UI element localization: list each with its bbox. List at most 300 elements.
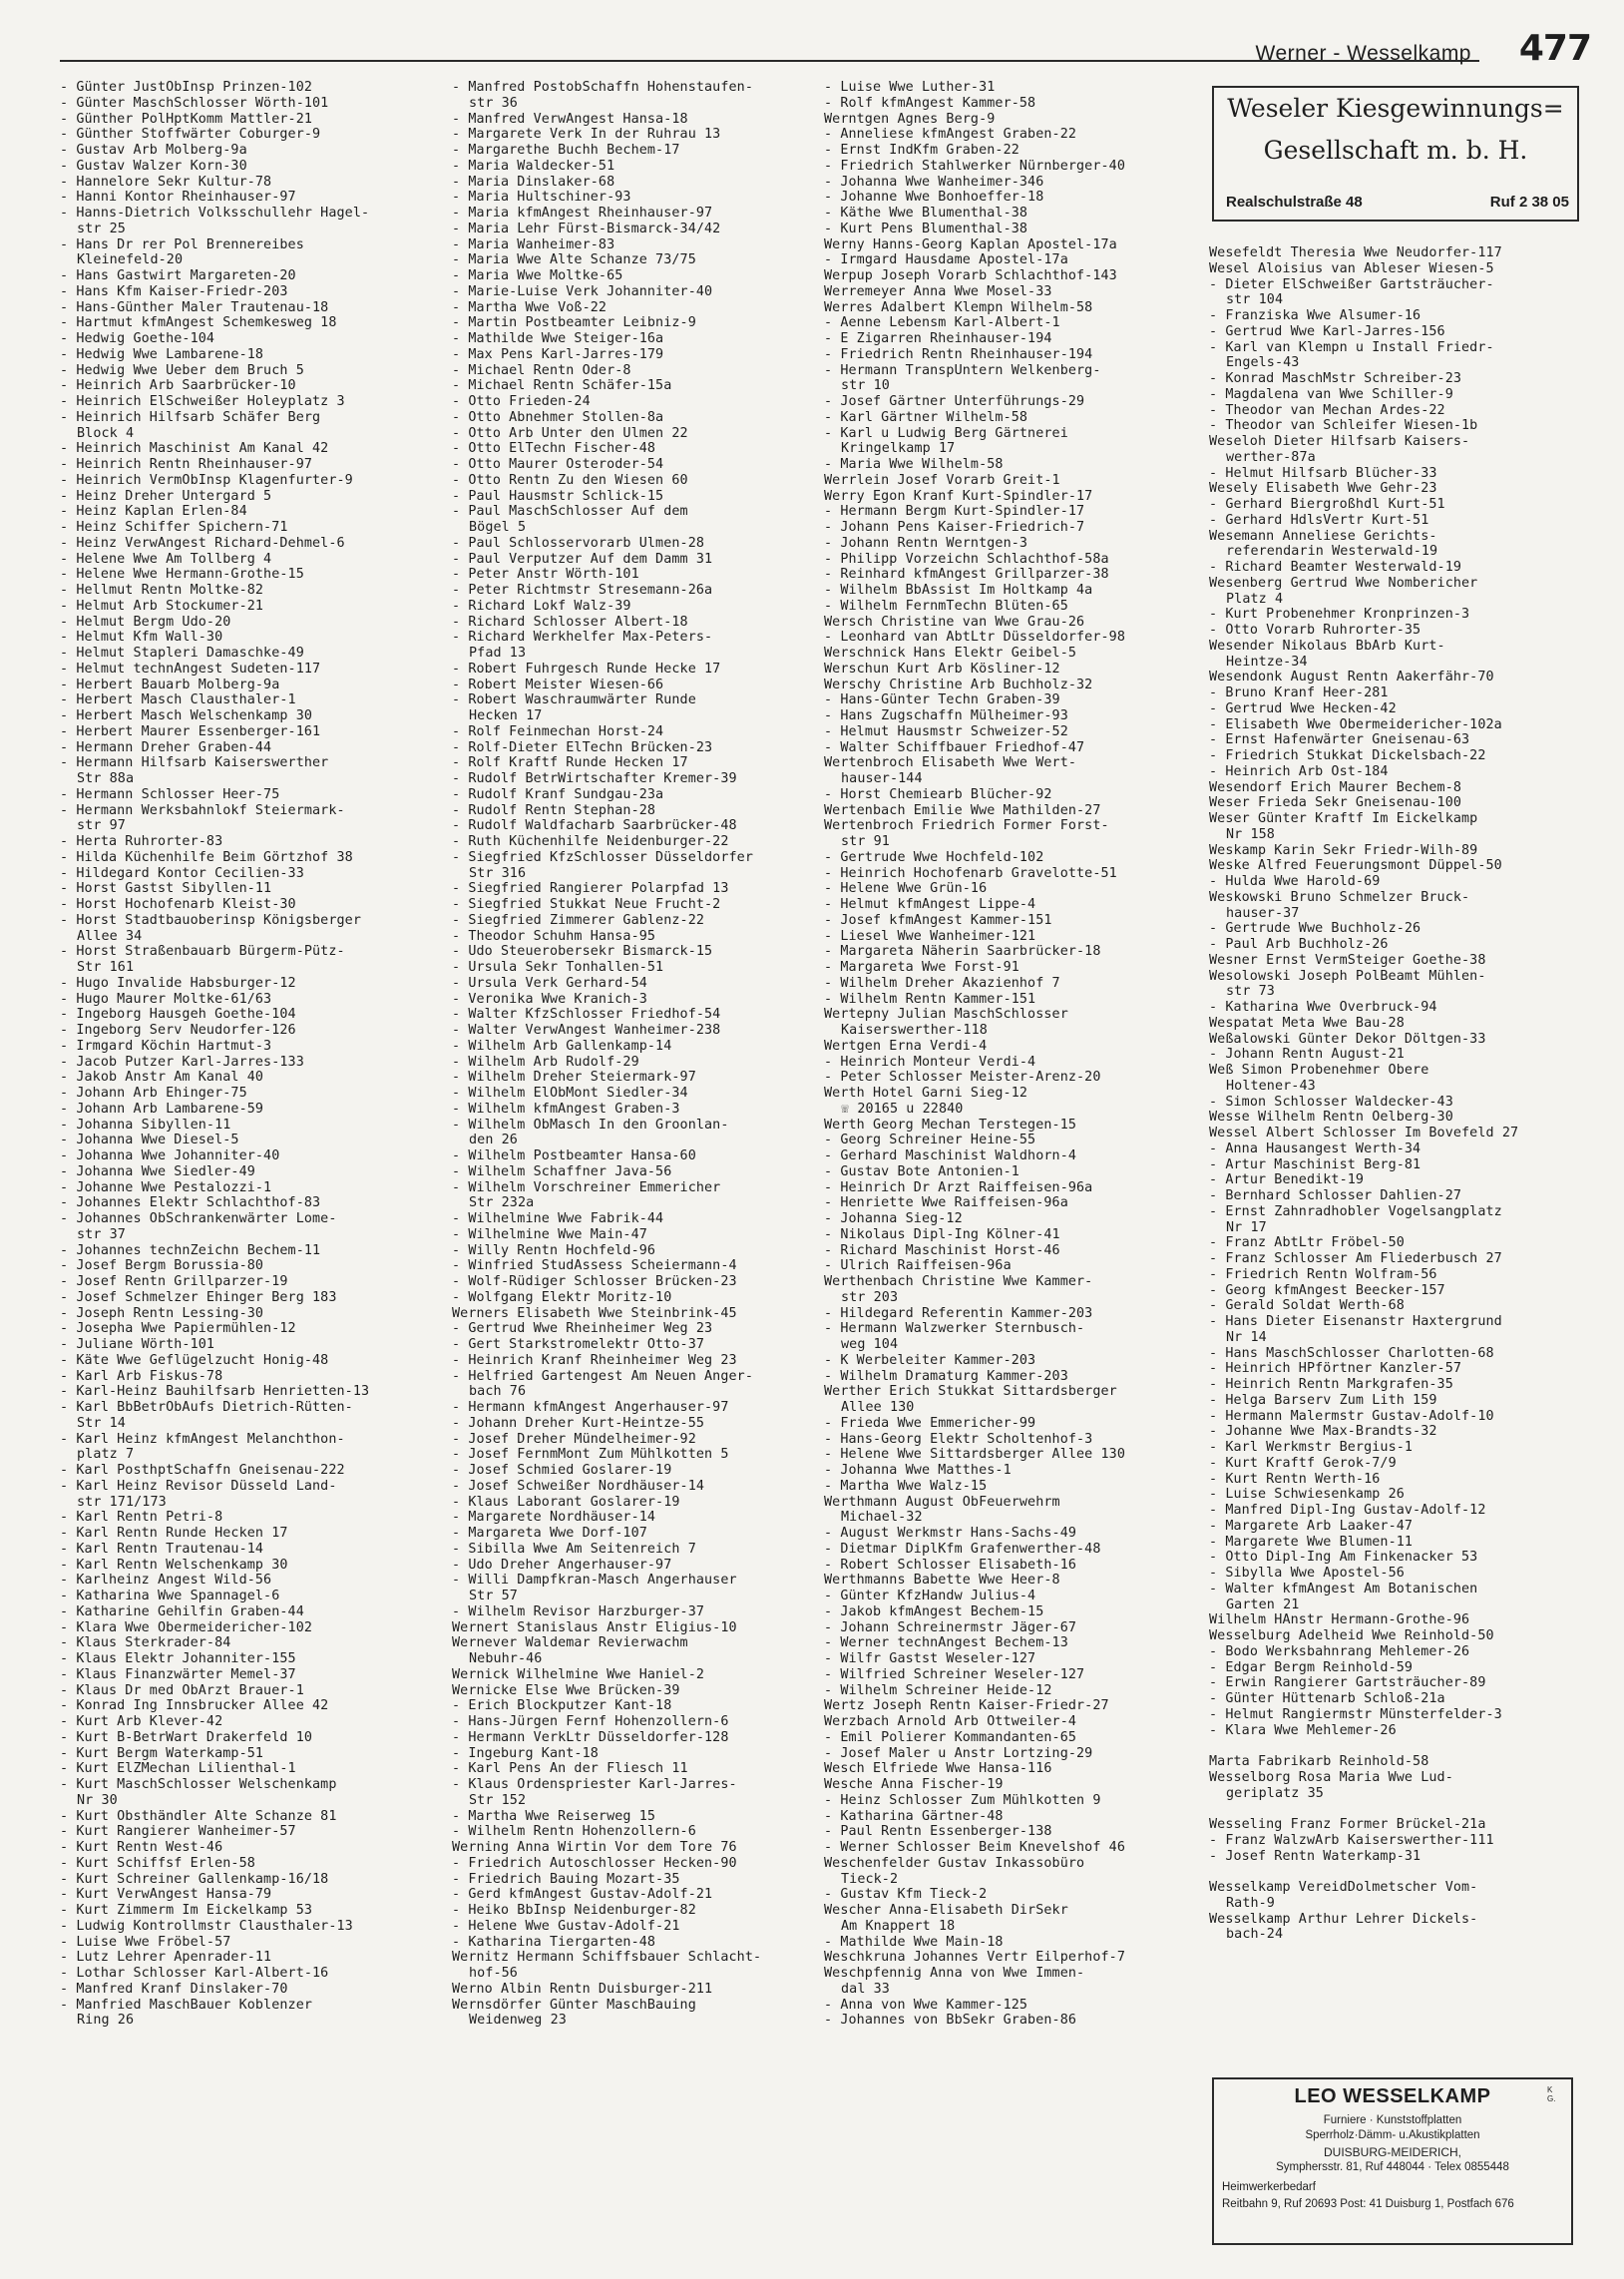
- directory-entry: - Heinrich Dr Arzt Raiffeisen-96a: [824, 1180, 1185, 1196]
- directory-entry: - Leonhard van AbtLtr Düsseldorfer-98: [824, 630, 1185, 646]
- directory-entry: - Franz WalzwArb Kaiserswerther-111: [1209, 1833, 1583, 1849]
- directory-entry: - Hulda Wwe Harold-69: [1209, 874, 1583, 890]
- directory-entry: - Günther PolHptKomm Mattler-21: [60, 112, 414, 128]
- directory-entry: - Johann Arb Ehinger-75: [60, 1086, 414, 1102]
- directory-entry: - Johanna Sieg-12: [824, 1211, 1185, 1227]
- directory-entry: - Heinrich Rentn Markgrafen-35: [1209, 1377, 1583, 1393]
- directory-entry: - Max Pens Karl-Jarres-179: [452, 347, 803, 363]
- directory-entry: - Artur Maschinist Berg-81: [1209, 1157, 1583, 1173]
- directory-entry: - Hermann Dreher Graben-44: [60, 740, 414, 756]
- directory-head-entry: Werther Erich Stukkat Sittardsberger: [824, 1384, 1117, 1400]
- directory-entry: - Peter Schlosser Meister-Arenz-20: [824, 1070, 1185, 1086]
- directory-entry: - Wilhelm Dramaturg Kammer-203: [824, 1369, 1185, 1385]
- directory-entry: - Wilhelm ObMasch In den Groonlan-: [452, 1118, 803, 1134]
- header-name-range: Werner - Wesselkamp: [1255, 42, 1471, 65]
- directory-entry: - Kurt ElZMechan Lilienthal-1: [60, 1761, 414, 1777]
- directory-entry: - Hilda Küchenhilfe Beim Görtzhof 38: [60, 850, 414, 866]
- directory-entry: - Herta Ruhrorter-83: [60, 834, 414, 850]
- directory-entry: - Hermann Werksbahnlokf Steiermark-: [60, 803, 414, 819]
- directory-entry-continuation: Nr 30: [77, 1792, 118, 1808]
- directory-entry: - Walter kfmAngest Am Botanischen: [1209, 1582, 1583, 1597]
- directory-entry: - Bodo Werksbahnrang Mehlemer-26: [1209, 1644, 1583, 1660]
- directory-head-entry: Wescher Anna-Elisabeth DirSekr: [824, 1903, 1068, 1918]
- directory-entry: - Manfred Kranf Dinslaker-70: [60, 1982, 414, 1998]
- advert-company-line1: Weseler Kiesgewinnungs=: [1227, 94, 1564, 123]
- directory-entry: - Hans MaschSchlosser Charlotten-68: [1209, 1346, 1583, 1362]
- directory-entry: - Anna von Wwe Kammer-125: [824, 1998, 1185, 2014]
- directory-entry: - Philipp Vorzeichn Schlachthof-58a: [824, 552, 1185, 568]
- directory-entry: - Kurt Rentn West-46: [60, 1840, 414, 1856]
- directory-entry: - Michael Rentn Oder-8: [452, 363, 803, 379]
- directory-entry: - Friedrich Rentn Rheinhauser-194: [824, 347, 1185, 363]
- directory-entry: - Johann Pens Kaiser-Friedrich-7: [824, 520, 1185, 536]
- directory-head-entry: Wesselborg Rosa Maria Wwe Lud-: [1209, 1769, 1453, 1785]
- directory-entry: - Horst Straßenbauarb Bürgerm-Pütz-: [60, 944, 414, 960]
- directory-entry: - Irmgard Köchin Hartmut-3: [60, 1039, 414, 1055]
- directory-entry: - Margarete Wwe Blumen-11: [1209, 1535, 1583, 1551]
- directory-entry: - Maria Dinslaker-68: [452, 175, 803, 191]
- directory-entry: - Helene Wwe Gustav-Adolf-21: [452, 1919, 803, 1935]
- directory-entry: - Hermann Hilfsarb Kaiserswerther: [60, 755, 414, 771]
- directory-entry: - Sibylla Wwe Apostel-56: [1209, 1566, 1583, 1582]
- directory-entry: - Rolf-Dieter ElTechn Brücken-23: [452, 740, 803, 756]
- directory-head-entry: Werth Georg Mechan Terstegen-15: [824, 1117, 1077, 1133]
- directory-entry: - Gertrud Wwe Hecken-42: [1209, 701, 1583, 717]
- directory-entry: - Paul Verputzer Auf dem Damm 31: [452, 552, 803, 568]
- directory-entry: - Herbert Masch Welschenkamp 30: [60, 708, 414, 724]
- directory-head-entry: Wesseling Franz Former Brückel-21a: [1209, 1817, 1486, 1832]
- directory-entry: - Friedrich Stukkat Dickelsbach-22: [1209, 748, 1583, 764]
- directory-entry: - Hans Kfm Kaiser-Friedr-203: [60, 284, 414, 300]
- directory-entry: - Bruno Kranf Heer-281: [1209, 685, 1583, 701]
- directory-entry-continuation: dal 33: [841, 1981, 890, 1997]
- directory-entry: - Karl Pens An der Fliesch 11: [452, 1761, 803, 1777]
- directory-entry-continuation: str 91: [841, 834, 890, 849]
- directory-entry: - Helmut Hausmstr Schweizer-52: [824, 724, 1185, 740]
- directory-entry: - E Zigarren Rheinhauser-194: [824, 331, 1185, 347]
- directory-entry-continuation: hauser-37: [1226, 905, 1300, 921]
- directory-entry: - Günter Hüttenarb Schloß-21a: [1209, 1691, 1583, 1707]
- directory-entry: - Luise Wwe Fröbel-57: [60, 1935, 414, 1951]
- directory-entry: - Anneliese kfmAngest Graben-22: [824, 127, 1185, 143]
- directory-entry: - Rolf Kraftf Runde Hecken 17: [452, 755, 803, 771]
- directory-entry: - Otto ElTechn Fischer-48: [452, 441, 803, 457]
- directory-entry: - Kurt Kraftf Gerok-7/9: [1209, 1456, 1583, 1472]
- directory-entry-continuation: Kaiserswerther-118: [841, 1023, 988, 1038]
- directory-entry: - Maria Wwe Moltke-65: [452, 268, 803, 284]
- directory-entry: - Kurt Probenehmer Kronprinzen-3: [1209, 607, 1583, 623]
- directory-head-entry: Wesch Elfriede Wwe Hansa-116: [824, 1761, 1052, 1777]
- directory-entry: - Mathilde Wwe Steiger-16a: [452, 331, 803, 347]
- directory-head-entry: Wernsdörfer Günter MaschBauing: [452, 1997, 696, 2013]
- directory-entry: - Karl-Heinz Bauhilfsarb Henrietten-13: [60, 1384, 414, 1400]
- directory-head-entry: Weske Alfred Feuerungsmont Düppel-50: [1209, 858, 1502, 874]
- directory-entry: - Paul Hausmstr Schlick-15: [452, 489, 803, 505]
- directory-entry: - Horst Chemiearb Blücher-92: [824, 787, 1185, 803]
- directory-entry: - Peter Richtmstr Stresemann-26a: [452, 583, 803, 599]
- directory-entry: - Wilhelm Postbeamter Hansa-60: [452, 1148, 803, 1164]
- directory-entry: - Kurt Schiffsf Erlen-58: [60, 1856, 414, 1872]
- directory-entry: - Josef Dreher Mündelheimer-92: [452, 1432, 803, 1448]
- directory-entry: - Ruth Küchenhilfe Neidenburger-22: [452, 834, 803, 850]
- directory-entry: - Herbert Maurer Essenberger-161: [60, 724, 414, 740]
- directory-entry: - Richard Werkhelfer Max-Peters-: [452, 630, 803, 646]
- directory-entry: - Gustav Bote Antonien-1: [824, 1164, 1185, 1180]
- directory-entry: - Hermann Walzwerker Sternbusch-: [824, 1321, 1185, 1337]
- directory-entry: - Josef Schmied Goslarer-19: [452, 1463, 803, 1479]
- directory-entry: - Gustav Kfm Tieck-2: [824, 1887, 1185, 1903]
- directory-entry-continuation: Rath-9: [1226, 1895, 1275, 1911]
- directory-head-entry: Wertgen Erna Verdi-4: [824, 1038, 988, 1054]
- directory-entry: - Joseph Rentn Lessing-30: [60, 1306, 414, 1322]
- directory-entry: - Werner technAngest Bechem-13: [824, 1635, 1185, 1651]
- directory-entry: - Wilhelm Dreher Akazienhof 7: [824, 976, 1185, 992]
- directory-entry: - Gustav Arb Molberg-9a: [60, 143, 414, 159]
- directory-entry: - Margarete Arb Laaker-47: [1209, 1519, 1583, 1535]
- directory-entry: - Rudolf Rentn Stephan-28: [452, 803, 803, 819]
- directory-entry: - Helmut Stapleri Damaschke-49: [60, 646, 414, 662]
- directory-entry: - Heinz Kaplan Erlen-84: [60, 504, 414, 520]
- directory-entry: - Josef Rentn Grillparzer-19: [60, 1274, 414, 1290]
- directory-entry: - Klaus Elektr Johanniter-155: [60, 1651, 414, 1667]
- directory-entry: - Marie-Luise Verk Johanniter-40: [452, 284, 803, 300]
- directory-entry: - Hermann Malermstr Gustav-Adolf-10: [1209, 1409, 1583, 1425]
- directory-entry: - Kurt Pens Blumenthal-38: [824, 222, 1185, 237]
- directory-entry: - Gustav Walzer Korn-30: [60, 159, 414, 175]
- directory-entry: - Horst Gastst Sibyllen-11: [60, 881, 414, 897]
- directory-head-entry: Weser Günter Kraftf Im Eickelkamp: [1209, 811, 1478, 826]
- directory-head-entry: Wertz Joseph Rentn Kaiser-Friedr-27: [824, 1698, 1109, 1714]
- directory-entry: - Johann Arb Lambarene-59: [60, 1102, 414, 1118]
- directory-entry: - Ernst Zahnradhobler Vogelsangplatz: [1209, 1204, 1583, 1220]
- directory-entry: - Wilhelm ElObMont Siedler-34: [452, 1086, 803, 1102]
- directory-entry: - Veronika Wwe Kranich-3: [452, 992, 803, 1008]
- directory-entry: - Katharina Tiergarten-48: [452, 1935, 803, 1951]
- directory-entry: - Martha Wwe Voß-22: [452, 300, 803, 316]
- directory-entry: - Helene Wwe Am Tollberg 4: [60, 552, 414, 568]
- directory-entry: - Hellmut Rentn Moltke-82: [60, 583, 414, 599]
- directory-entry: - Johanna Wwe Siedler-49: [60, 1164, 414, 1180]
- directory-entry: - Heinrich Monteur Verdi-4: [824, 1055, 1185, 1071]
- directory-entry-continuation: platz 7: [77, 1447, 135, 1463]
- directory-head-entry: Wessel Albert Schlosser Im Bovefeld 27: [1209, 1126, 1519, 1140]
- directory-head-entry: [1209, 1864, 1583, 1880]
- directory-entry: - Günter MaschSchlosser Wörth-101: [60, 96, 414, 112]
- directory-entry: - Wilfr Gastst Weseler-127: [824, 1651, 1185, 1667]
- directory-head-entry: Weßalowski Günter Dekor Döltgen-33: [1209, 1031, 1486, 1047]
- directory-entry-continuation: Nebuhr-46: [469, 1651, 543, 1666]
- directory-entry: - Josef Schmelzer Ehinger Berg 183: [60, 1290, 414, 1306]
- directory-entry: - Wolf-Rüdiger Schlosser Brücken-23: [452, 1274, 803, 1290]
- directory-entry-continuation: str 10: [841, 378, 890, 394]
- directory-entry-continuation: Nr 17: [1226, 1219, 1267, 1235]
- directory-entry: - Karl Rentn Welschenkamp 30: [60, 1558, 414, 1574]
- directory-entry: - Hermann Schlosser Heer-75: [60, 787, 414, 803]
- directory-entry: - Maria kfmAngest Rheinhauser-97: [452, 206, 803, 222]
- directory-entry: - Wolfgang Elektr Moritz-10: [452, 1290, 803, 1306]
- directory-entry: - Johannes technZeichn Bechem-11: [60, 1243, 414, 1259]
- advert-leo-wesselkamp: [1212, 2077, 1573, 2245]
- directory-entry: - Konrad Ing Innsbrucker Allee 42: [60, 1698, 414, 1714]
- directory-entry: - Udo Dreher Angerhauser-97: [452, 1558, 803, 1574]
- directory-entry-continuation: Str 14: [77, 1415, 126, 1431]
- directory-entry: - Ingeborg Serv Neudorfer-126: [60, 1023, 414, 1039]
- directory-entry-continuation: str 73: [1226, 984, 1275, 1000]
- advert-company-suffix: K G.: [1547, 2085, 1556, 2103]
- directory-entry: - Käthe Wwe Blumenthal-38: [824, 206, 1185, 222]
- directory-entry: - Margarethe Buchh Bechem-17: [452, 143, 803, 159]
- directory-entry: - Maria Wwe Wilhelm-58: [824, 457, 1185, 473]
- directory-head-entry: Werry Egon Kranf Kurt-Spindler-17: [824, 488, 1093, 504]
- directory-entry: - Klaus Ordenspriester Karl-Jarres-: [452, 1777, 803, 1793]
- directory-entry: - Otto Frieden-24: [452, 394, 803, 410]
- directory-head-entry: Wesendorf Erich Maurer Bechem-8: [1209, 779, 1462, 795]
- directory-entry: - Liesel Wwe Wanheimer-121: [824, 929, 1185, 945]
- directory-entry: - Wilhelm Revisor Harzburger-37: [452, 1604, 803, 1620]
- directory-entry-continuation: str 25: [77, 221, 126, 236]
- directory-entry: - Heiko BbInsp Neidenburger-82: [452, 1903, 803, 1919]
- directory-head-entry: Wesendonk August Rentn Aakerfähr-70: [1209, 670, 1494, 685]
- directory-entry: - Lothar Schlosser Karl-Albert-16: [60, 1966, 414, 1982]
- directory-head-entry: Marta Fabrikarb Reinhold-58: [1209, 1754, 1429, 1769]
- directory-entry: - Dietmar DiplKfm Grafenwerther-48: [824, 1542, 1185, 1558]
- directory-entry: - Otto Dipl-Ing Am Finkenacker 53: [1209, 1550, 1583, 1566]
- directory-entry: - Karl Rentn Petri-8: [60, 1510, 414, 1526]
- directory-entry: - Peter Anstr Wörth-101: [452, 567, 803, 583]
- directory-head-entry: Weß Simon Probenehmer Obere: [1209, 1063, 1429, 1078]
- directory-entry: - Manfred VerwAngest Hansa-18: [452, 112, 803, 128]
- directory-entry: - Luise Wwe Luther-31: [824, 80, 1185, 96]
- directory-entry: - Theodor Schuhm Hansa-95: [452, 929, 803, 945]
- directory-entry: - Aenne Lebensm Karl-Albert-1: [824, 315, 1185, 331]
- directory-entry: - Gertrud Wwe Rheinheimer Weg 23: [452, 1321, 803, 1337]
- directory-entry: - Nikolaus Dipl-Ing Kölner-41: [824, 1227, 1185, 1243]
- directory-entry-continuation: Nr 158: [1226, 826, 1275, 842]
- directory-entry: - Hans-Günther Maler Trautenau-18: [60, 300, 414, 316]
- directory-entry-continuation: Michael-32: [841, 1510, 923, 1526]
- directory-entry: - Artur Benedikt-19: [1209, 1172, 1583, 1188]
- directory-entry: - Ulrich Raiffeisen-96a: [824, 1258, 1185, 1274]
- directory-head-entry: Weser Frieda Sekr Gneisenau-100: [1209, 795, 1462, 811]
- advert-second-address: Reitbahn 9, Ruf 20693 Post: 41 Duisburg 1, Postfach 676: [1222, 2198, 1514, 2210]
- directory-entry: - Heinrich Maschinist Am Kanal 42: [60, 441, 414, 457]
- directory-entry-continuation: den 26: [469, 1133, 518, 1148]
- directory-entry: - Karl Werkmstr Bergius-1: [1209, 1440, 1583, 1456]
- directory-entry: - Johann Rentn August-21: [1209, 1047, 1583, 1063]
- directory-entry: - Wilhelm Schaffner Java-56: [452, 1164, 803, 1180]
- directory-entry: - Ursula Verk Gerhard-54: [452, 976, 803, 992]
- directory-head-entry: Weschpfennig Anna von Wwe Immen-: [824, 1966, 1085, 1981]
- directory-entry: - Reinhard kfmAngest Grillparzer-38: [824, 567, 1185, 583]
- directory-entry: - Franz Schlosser Am Fliederbusch 27: [1209, 1251, 1583, 1267]
- directory-entry: - Klaus Sterkrader-84: [60, 1635, 414, 1651]
- directory-entry: - Wilhelm Arb Gallenkamp-14: [452, 1039, 803, 1055]
- directory-head-entry: Werthmanns Babette Wwe Heer-8: [824, 1573, 1060, 1589]
- directory-entry: - Martha Wwe Walz-15: [824, 1479, 1185, 1495]
- advert-products-line2: Sperrholz·Dämm- u.Akustikplatten: [1305, 2129, 1480, 2141]
- directory-entry: - Ingeborg Hausgeh Goethe-104: [60, 1007, 414, 1023]
- directory-entry: - Manfred Dipl-Ing Gustav-Adolf-12: [1209, 1503, 1583, 1519]
- directory-entry: - Martin Postbeamter Leibniz-9: [452, 315, 803, 331]
- directory-entry: - Kurt MaschSchlosser Welschenkamp: [60, 1777, 414, 1793]
- directory-entry: - Georg Schreiner Heine-55: [824, 1133, 1185, 1148]
- advert-heimwerkerbedarf: Heimwerkerbedarf: [1222, 2181, 1316, 2193]
- directory-entry: - Herbert Bauarb Molberg-9a: [60, 678, 414, 693]
- directory-entry: - Irmgard Hausdame Apostel-17a: [824, 252, 1185, 268]
- directory-entry: - Karl BbBetrObAufs Dietrich-Rütten-: [60, 1400, 414, 1416]
- directory-head-entry: Weschenfelder Gustav Inkassobüro: [824, 1855, 1085, 1871]
- directory-entry: - Hans Dr rer Pol Brennereibes: [60, 237, 414, 253]
- directory-entry: - Ernst Hafenwärter Gneisenau-63: [1209, 732, 1583, 748]
- directory-entry-continuation: Block 4: [77, 425, 135, 441]
- directory-entry: - Robert Waschraumwärter Runde: [452, 692, 803, 708]
- directory-head-entry: Wernicke Else Wwe Brücken-39: [452, 1682, 680, 1698]
- directory-entry: - Walter KfzSchlosser Friedhof-54: [452, 1007, 803, 1023]
- directory-entry: - Hermann VerkLtr Düsseldorfer-128: [452, 1730, 803, 1746]
- directory-entry-continuation: Str 232a: [469, 1195, 535, 1211]
- advert-company-line2: Gesellschaft m. b. H.: [1263, 136, 1528, 165]
- directory-entry: - Gertrude Wwe Buchholz-26: [1209, 921, 1583, 937]
- directory-column-2: [452, 80, 803, 2029]
- directory-entry-continuation: hauser-144: [841, 771, 923, 786]
- directory-entry: - Paul MaschSchlosser Auf dem: [452, 504, 803, 520]
- directory-entry: - Maria Wwe Alte Schanze 73/75: [452, 252, 803, 268]
- directory-entry: - Walter Schiffbauer Friedhof-47: [824, 740, 1185, 756]
- page-number: 477: [1518, 28, 1591, 69]
- directory-entry-continuation: Pfad 13: [469, 646, 527, 661]
- directory-head-entry: [1209, 1738, 1583, 1754]
- directory-entry: - Luise Schwiesenkamp 26: [1209, 1487, 1583, 1503]
- directory-head-entry: Werners Elisabeth Wwe Steinbrink-45: [452, 1305, 737, 1321]
- directory-entry: - Johannes ObSchrankenwärter Lome-: [60, 1211, 414, 1227]
- directory-entry: - Johanne Wwe Bonhoeffer-18: [824, 190, 1185, 206]
- directory-head-entry: Wesselburg Adelheid Wwe Reinhold-50: [1209, 1628, 1494, 1643]
- directory-head-entry: Wesselkamp VereidDolmetscher Vom-: [1209, 1880, 1478, 1895]
- directory-entry-continuation: Kleinefeld-20: [77, 252, 184, 268]
- directory-entry: - Johanne Wwe Pestalozzi-1: [60, 1180, 414, 1196]
- directory-entry: - Johanna Sibyllen-11: [60, 1118, 414, 1134]
- directory-entry: - Maria Waldecker-51: [452, 159, 803, 175]
- directory-entry: - Simon Schlosser Waldecker-43: [1209, 1095, 1583, 1111]
- directory-entry-continuation: Bögel 5: [469, 520, 527, 535]
- directory-entry: - Katharina Wwe Overbruck-94: [1209, 1000, 1583, 1016]
- directory-head-entry: Wesolowski Joseph PolBeamt Mühlen-: [1209, 968, 1486, 984]
- directory-entry-continuation: Am Knappert 18: [841, 1918, 956, 1934]
- directory-entry: - Kurt Schreiner Gallenkamp-16/18: [60, 1872, 414, 1888]
- directory-entry: - Johannes von BbSekr Graben-86: [824, 2013, 1185, 2029]
- directory-entry: - Wilhelm Dreher Steiermark-97: [452, 1070, 803, 1086]
- directory-entry: - Richard Maschinist Horst-46: [824, 1243, 1185, 1259]
- directory-entry: - August Werkmstr Hans-Sachs-49: [824, 1526, 1185, 1542]
- directory-entry: - Wilhelm Arb Rudolf-29: [452, 1055, 803, 1071]
- directory-head-entry: Werschun Kurt Arb Kösliner-12: [824, 661, 1060, 677]
- directory-entry: - Jacob Putzer Karl-Jarres-133: [60, 1055, 414, 1071]
- directory-entry: - Siegfried KfzSchlosser Düsseldorfer: [452, 850, 803, 866]
- directory-entry-continuation: referendarin Westerwald-19: [1226, 544, 1438, 560]
- directory-entry: - Franz AbtLtr Fröbel-50: [1209, 1235, 1583, 1251]
- directory-entry: - Kurt Obsthändler Alte Schanze 81: [60, 1809, 414, 1825]
- directory-entry: - Martha Wwe Reiserweg 15: [452, 1809, 803, 1825]
- directory-entry: - Hans Dieter Eisenanstr Haxtergrund: [1209, 1314, 1583, 1330]
- directory-entry: - Heinrich Hochofenarb Gravelotte-51: [824, 866, 1185, 882]
- directory-entry: - Horst Stadtbauoberinsp Königsberger: [60, 913, 414, 929]
- directory-entry: - Johanna Wwe Johanniter-40: [60, 1148, 414, 1164]
- directory-head-entry: Werremeyer Anna Wwe Mosel-33: [824, 283, 1052, 299]
- directory-entry: - Johann Schreinermstr Jäger-67: [824, 1620, 1185, 1636]
- directory-entry: - Wilhelm Schreiner Heide-12: [824, 1683, 1185, 1699]
- directory-entry: - Konrad MaschMstr Schreiber-23: [1209, 371, 1583, 387]
- directory-head-entry: Werntgen Agnes Berg-9: [824, 111, 996, 127]
- directory-entry: - Wilhelm Vorschreiner Emmericher: [452, 1180, 803, 1196]
- directory-head-entry: Wertenbach Emilie Wwe Mathilden-27: [824, 802, 1101, 818]
- directory-head-entry: Wesemann Anneliese Gerichts-: [1209, 528, 1437, 544]
- directory-entry: - Johanna Wwe Wanheimer-346: [824, 175, 1185, 191]
- directory-entry: - Johanne Wwe Max-Brandts-32: [1209, 1424, 1583, 1440]
- directory-entry: - Karl Rentn Runde Hecken 17: [60, 1526, 414, 1542]
- directory-entry: - Herbert Masch Clausthaler-1: [60, 692, 414, 708]
- directory-entry: - Hermann kfmAngest Angerhauser-97: [452, 1400, 803, 1416]
- directory-entry: - Helmut Arb Stockumer-21: [60, 599, 414, 615]
- directory-entry: - Helmut Kfm Wall-30: [60, 630, 414, 646]
- directory-entry: - Wilfried Schreiner Weseler-127: [824, 1667, 1185, 1683]
- directory-entry: - Hedwig Wwe Lambarene-18: [60, 347, 414, 363]
- directory-head-entry: Werthmann August ObFeuerwehrm: [824, 1494, 1060, 1510]
- directory-entry: - Josef kfmAngest Kammer-151: [824, 913, 1185, 929]
- directory-entry: - Otto Vorarb Ruhrorter-35: [1209, 623, 1583, 639]
- directory-entry: - Karl Gärtner Wilhelm-58: [824, 410, 1185, 426]
- directory-entry: - K Werbeleiter Kammer-203: [824, 1353, 1185, 1369]
- directory-entry: - Margareta Wwe Forst-91: [824, 960, 1185, 976]
- directory-entry: - Günter KfzHandw Julius-4: [824, 1589, 1185, 1604]
- directory-entry: - Winfried StudAssess Scheiermann-4: [452, 1258, 803, 1274]
- directory-entry: - Margarete Verk In der Ruhrau 13: [452, 127, 803, 143]
- directory-entry: - Hermann TranspUntern Welkenberg-: [824, 363, 1185, 379]
- directory-entry: - Hanns-Dietrich Volksschullehr Hagel-: [60, 206, 414, 222]
- directory-entry: - Johann Dreher Kurt-Heintze-55: [452, 1416, 803, 1432]
- directory-head-entry: Werny Hanns-Georg Kaplan Apostel-17a: [824, 236, 1117, 252]
- directory-entry: - Wilhelmine Wwe Main-47: [452, 1227, 803, 1243]
- directory-entry: - Kurt Rentn Werth-16: [1209, 1472, 1583, 1488]
- directory-head-entry: Werres Adalbert Klempn Wilhelm-58: [824, 299, 1093, 315]
- directory-entry: - Hedwig Wwe Ueber dem Bruch 5: [60, 363, 414, 379]
- directory-entry-continuation: str 203: [841, 1289, 899, 1305]
- directory-head-entry: Wernick Wilhelmine Wwe Haniel-2: [452, 1666, 705, 1682]
- directory-entry: - Helmut technAngest Sudeten-117: [60, 662, 414, 678]
- directory-entry: - Klaus Laborant Goslarer-19: [452, 1495, 803, 1511]
- directory-entry: - Friedrich Autoschlosser Hecken-90: [452, 1856, 803, 1872]
- directory-entry: - Kurt B-BetrWart Drakerfeld 10: [60, 1730, 414, 1746]
- directory-entry: - Sibilla Wwe Am Seitenreich 7: [452, 1542, 803, 1558]
- directory-entry-continuation: Allee 34: [77, 928, 143, 944]
- directory-head-entry: [1209, 1801, 1583, 1817]
- directory-entry: - Walter VerwAngest Wanheimer-238: [452, 1023, 803, 1039]
- directory-entry: - Hildegard Referentin Kammer-203: [824, 1306, 1185, 1322]
- directory-entry-continuation: Platz 4: [1226, 591, 1284, 607]
- directory-entry: - Hedwig Goethe-104: [60, 331, 414, 347]
- directory-head-entry: Werning Anna Wirtin Vor dem Tore 76: [452, 1840, 737, 1855]
- directory-column-3: [824, 80, 1185, 2029]
- directory-entry-continuation: Allee 130: [841, 1400, 915, 1415]
- directory-entry: - Frieda Wwe Emmericher-99: [824, 1416, 1185, 1432]
- directory-entry: - Margareta Näherin Saarbrücker-18: [824, 944, 1185, 960]
- directory-entry: - Gert Starkstromelektr Otto-37: [452, 1337, 803, 1353]
- directory-entry: - Jakob Anstr Am Kanal 40: [60, 1070, 414, 1086]
- directory-entry: - Heinz Schlosser Zum Mühlkotten 9: [824, 1793, 1185, 1809]
- directory-entry: - Karl Arb Fiskus-78: [60, 1369, 414, 1385]
- directory-entry: - Siegfried Zimmerer Gablenz-22: [452, 913, 803, 929]
- directory-entry: - Anna Hausangest Werth-34: [1209, 1141, 1583, 1157]
- directory-entry: - Hannelore Sekr Kultur-78: [60, 175, 414, 191]
